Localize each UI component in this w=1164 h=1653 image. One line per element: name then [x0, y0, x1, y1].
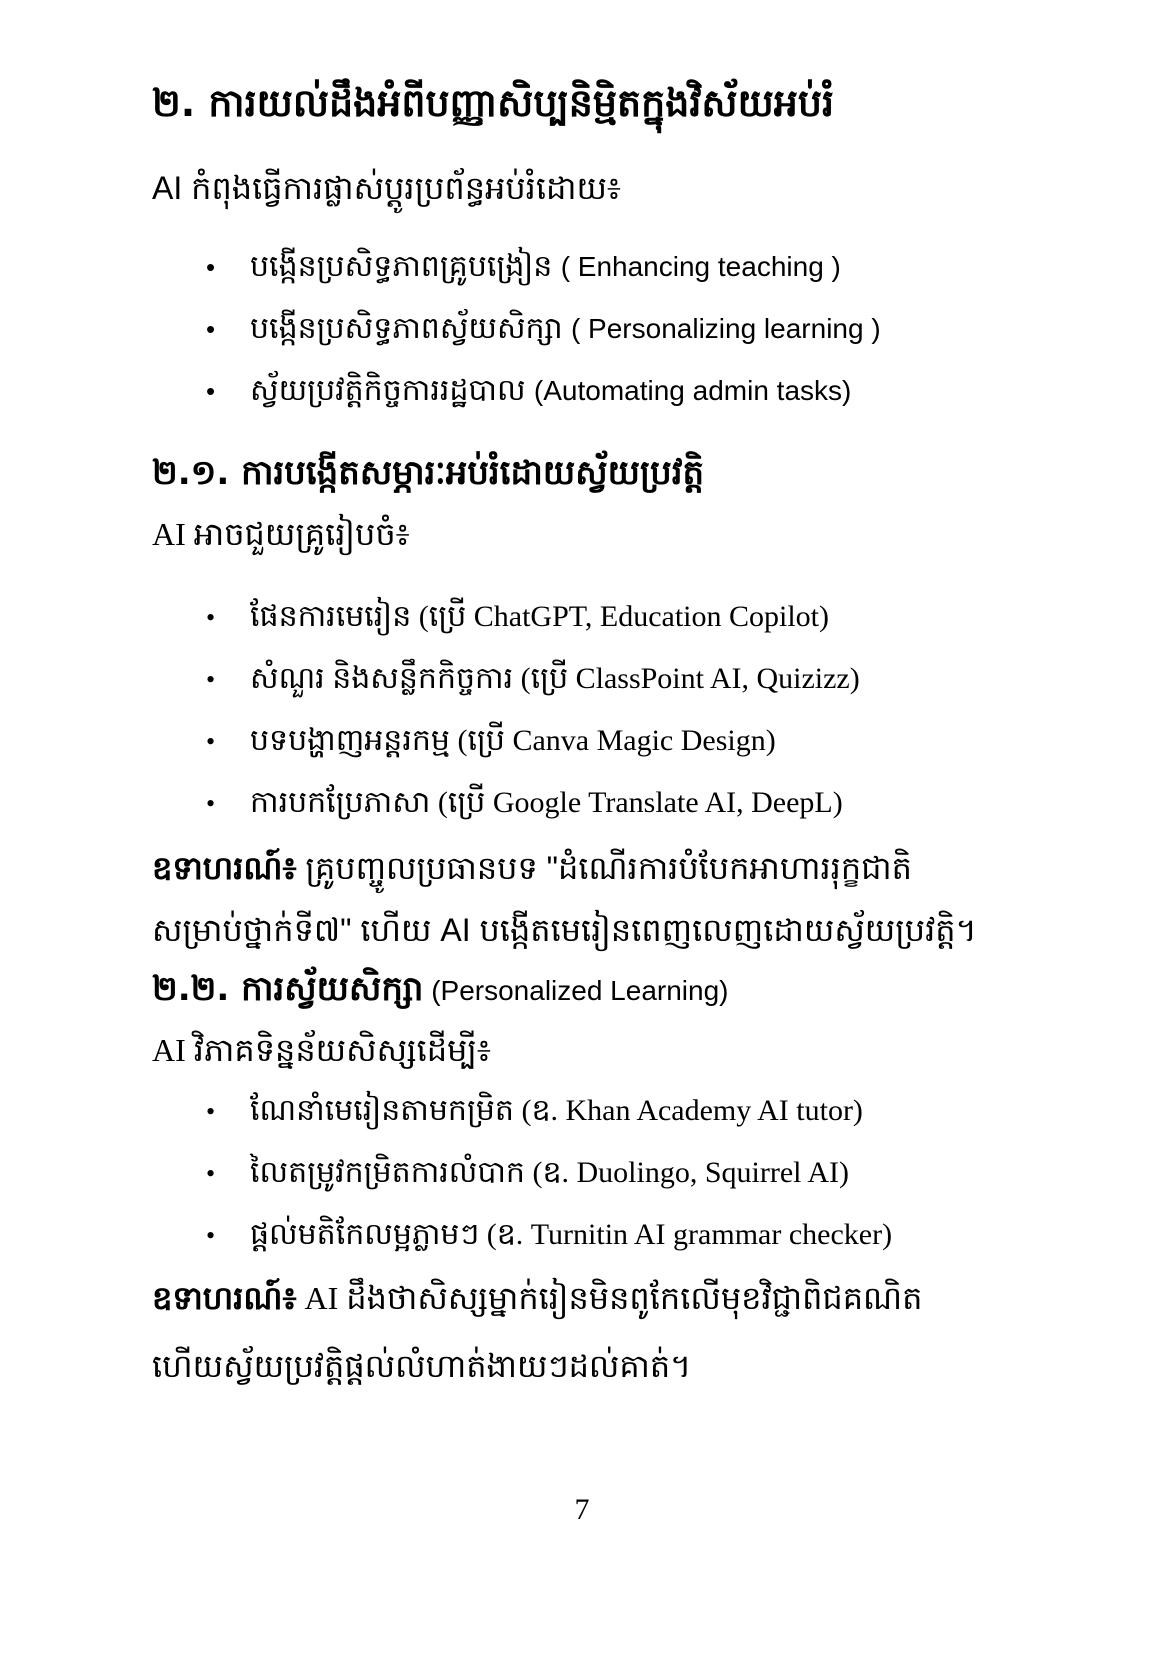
section-2-heading: ២. ការយល់ដឹងអំពីបញ្ញាសិប្បនិម្មិតក្នុងវិស័យអប់រំ — [152, 81, 835, 125]
list-item — [206, 1158, 1104, 1188]
list-item — [206, 788, 1104, 818]
list-item — [206, 1096, 1104, 1126]
example-paragraph — [152, 1282, 1104, 1314]
example-label: ឧទាហរណ៍៖ — [152, 850, 297, 886]
section-2-2-intro: AI វិភាគទិន្នន័យសិស្សដើម្បី៖ — [152, 1032, 491, 1068]
example-paragraph — [152, 852, 1104, 884]
example-paragraph-continued: ហើយស្វ័យប្រវត្តិផ្តល់លំហាត់ងាយៗដល់គាត់។ — [152, 1348, 692, 1384]
list-item-text: លៃតម្រូវកម្រិតការលំបាក (ឧ. Duolingo, Squirrel AI) — [250, 1156, 849, 1189]
section-2-1-heading: ២.១. ការបង្កើតសម្ភារៈអប់រំដោយស្វ័យប្រវត្តិ — [152, 453, 705, 493]
bullet-icon: • — [206, 789, 216, 818]
list-item-english: ( Enhancing teaching ) — [560, 251, 841, 282]
list-item — [206, 726, 1104, 756]
list-item — [206, 252, 1104, 282]
list-item-text: ផែនការមេរៀន (ប្រើ ChatGPT, Education Copilot) — [250, 600, 830, 633]
section-2-2-heading — [152, 969, 1104, 1009]
list-item — [206, 664, 1104, 694]
example-label: ឧទាហរណ៍៖ — [152, 1280, 297, 1316]
example-text: AI ដឹងថាសិស្សម្នាក់រៀនមិនពូកែលើមុខវិជ្ជាពិជគណិត — [296, 1280, 923, 1316]
bullet-icon: • — [206, 1221, 216, 1250]
list-item-english: ( Personalizing learning ) — [570, 313, 881, 344]
section-2-2-title: ២.២. ការស្វ័យសិក្សា — [152, 969, 424, 1009]
page-number: 7 — [574, 1493, 590, 1526]
bullet-icon: • — [206, 314, 216, 344]
list-item-text: បទបង្ហាញអន្តរកម្ម (ប្រើ Canva Magic Design) — [250, 724, 776, 757]
bullet-icon: • — [206, 603, 216, 632]
bullet-icon: • — [206, 1159, 216, 1188]
list-item — [206, 1220, 1104, 1250]
section-2-2-title-english: (Personalized Learning) — [423, 975, 729, 1006]
list-item — [206, 602, 1104, 632]
bullet-icon: • — [206, 665, 216, 694]
list-item-text: បង្កើនប្រសិទ្ធភាពគ្រូបង្រៀន — [250, 250, 553, 283]
bullet-icon: • — [206, 1097, 216, 1126]
bullet-icon: • — [206, 252, 216, 282]
list-item-text: ណែនាំមេរៀនតាមកម្រិត (ឧ. Khan Academy AI tutor) — [250, 1094, 863, 1127]
example-text: គ្រូបញ្ចូលប្រធានបទ "ដំណើរការបំបែកអាហាររុក្ខជាតិ — [296, 850, 912, 886]
list-item-text: សំណួរ និងសន្លឹកកិច្ចការ (ប្រើ ClassPoint AI, Quizizz) — [250, 662, 860, 695]
section-2-intro: AI កំពុងធ្វើការផ្លាស់ប្តូរប្រព័ន្ធអប់រំដោយ៖ — [152, 170, 621, 206]
bullet-icon: • — [206, 376, 216, 406]
list-item-text: បង្កើនប្រសិទ្ធភាពស្វ័យសិក្សា — [250, 312, 563, 345]
list-item-text: ផ្តល់មតិកែលម្អភ្លាមៗ (ឧ. Turnitin AI grammar checker) — [250, 1218, 893, 1251]
section-2-1-intro: AI អាចជួយគ្រូរៀបចំ៖ — [152, 516, 410, 552]
list-item-text: ការបកប្រែភាសា (ប្រើ Google Translate AI, DeepL) — [250, 786, 843, 819]
list-item-english: (Automating admin tasks) — [533, 375, 852, 406]
bullet-icon: • — [206, 727, 216, 756]
list-item — [206, 314, 1104, 344]
list-item — [206, 376, 1104, 406]
list-item-text: ស្វ័យប្រវត្តិកិច្ចការរដ្ឋបាល — [250, 374, 526, 407]
example-paragraph-continued: សម្រាប់ថ្នាក់ទី៧" ហើយ AI បង្កើតមេរៀនពេញលេញដោយស្វ័យប្រវត្តិ។ — [152, 912, 977, 948]
